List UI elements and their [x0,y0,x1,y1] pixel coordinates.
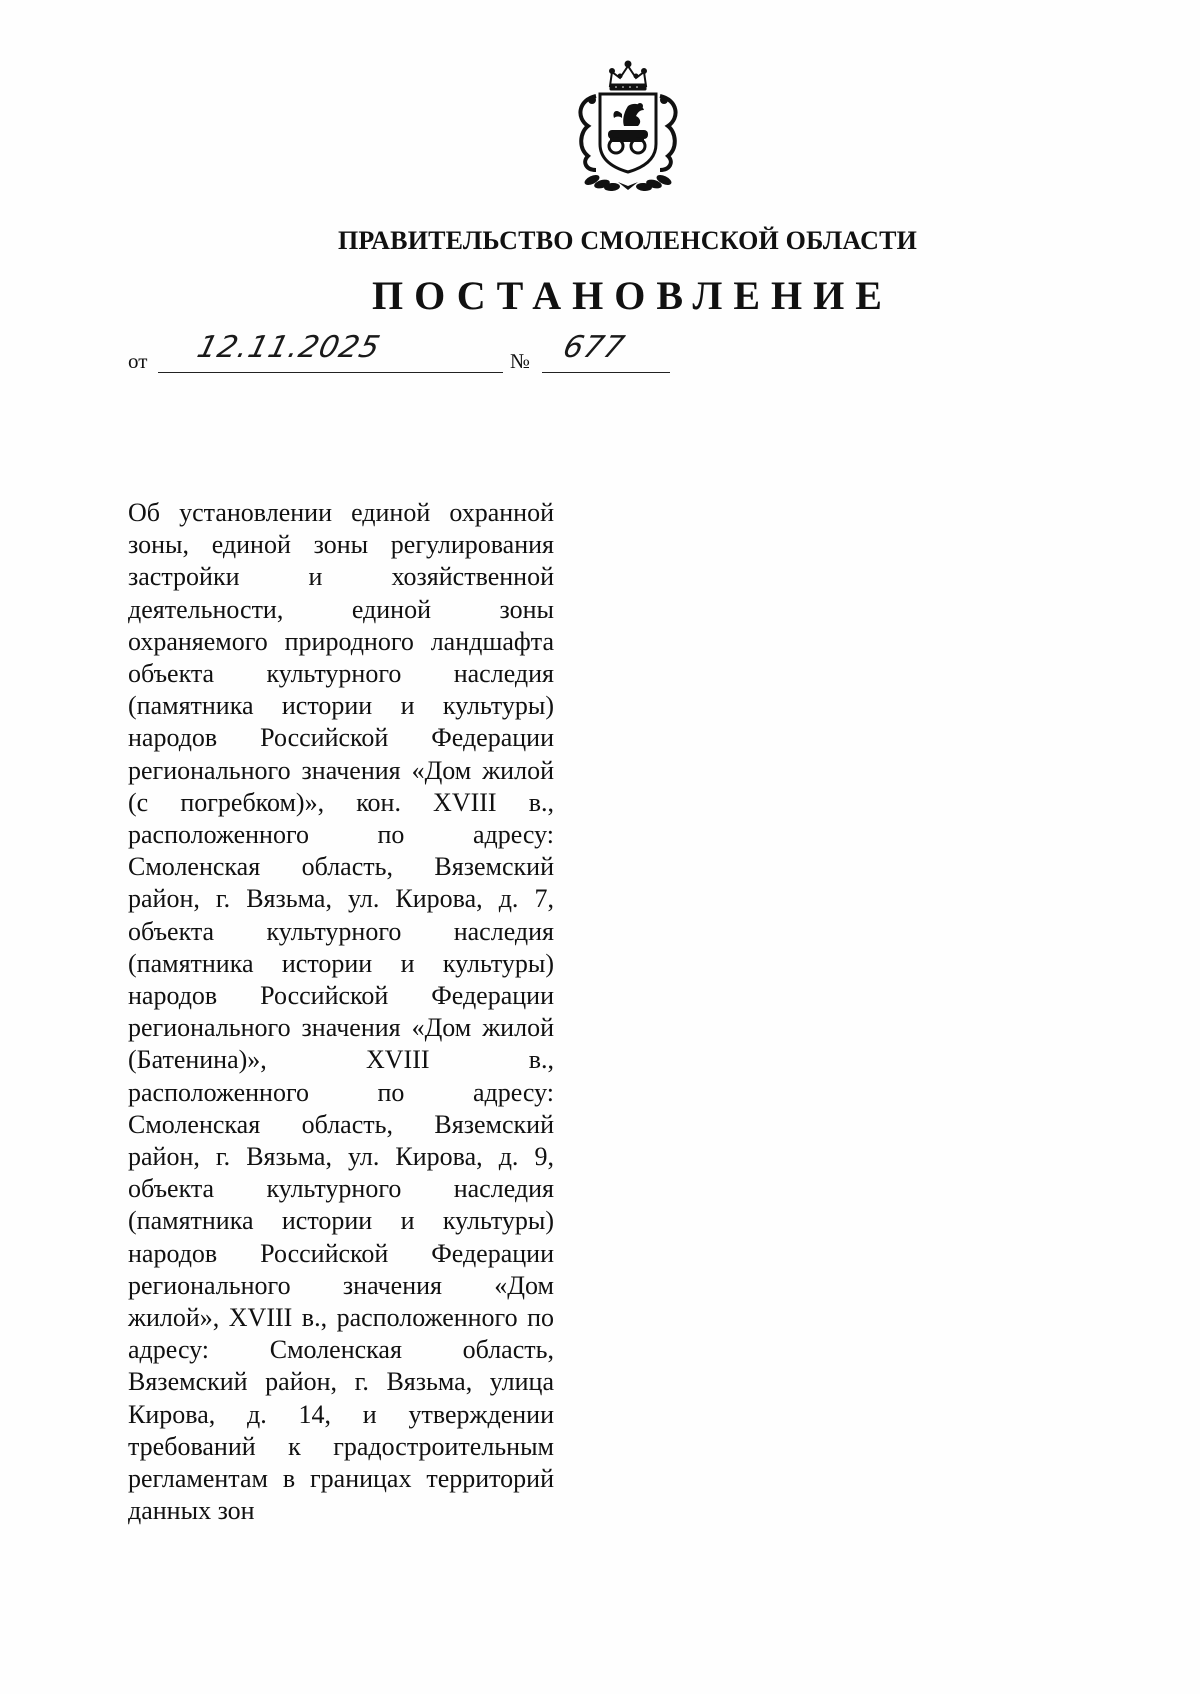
document-subject [128,497,554,1528]
number-field [542,330,670,373]
handwritten-number: 677 [559,330,629,365]
date-field [158,330,503,373]
subject-text: Об установлении единой охранной зоны, единой зоны регулирования застройки и хозяйственной деятельности, единой зоны охраняемого природного ландшафта объекта культурного наследия (памятника истории и культуры) народов Российской Федерации регионального значения «Дом жилой (с погребком)», кон. XVIII в., расположенного по адресу: Смоленская область, Вяземский район, г. Вязьма, ул. Кирова, д. 7, объекта культурного наследия (памятника истории и культуры) народов Российской Федерации регионального значения «Дом жилой (Батенина)», XVIII в., расположенного по адресу: Смоленская область, Вяземский район, г. Вязьма, ул. Кирова, д. 9, объекта культурного наследия (памятника истории и культуры) народов Российской Федерации регионального значения «Дом жилой», XVIII в., расположенного по адресу: Смоленская область, Вяземский район, г. Вязьма, улица Кирова, д. 14, и утверждении требований к градостроительным регламентам в границах территорий данных зон [128,498,554,1526]
number-label: № [510,349,531,373]
smolensk-coat-of-arms-icon [566,56,690,196]
registration-line [128,330,629,376]
document-type-heading: ПОСТАНОВЛЕНИЕ [372,273,893,318]
date-from-label: от [128,349,148,373]
organization-title: ПРАВИТЕЛЬСТВО СМОЛЕНСКОЙ ОБЛАСТИ [338,226,918,255]
handwritten-date: 12.11.2025 [193,330,385,365]
